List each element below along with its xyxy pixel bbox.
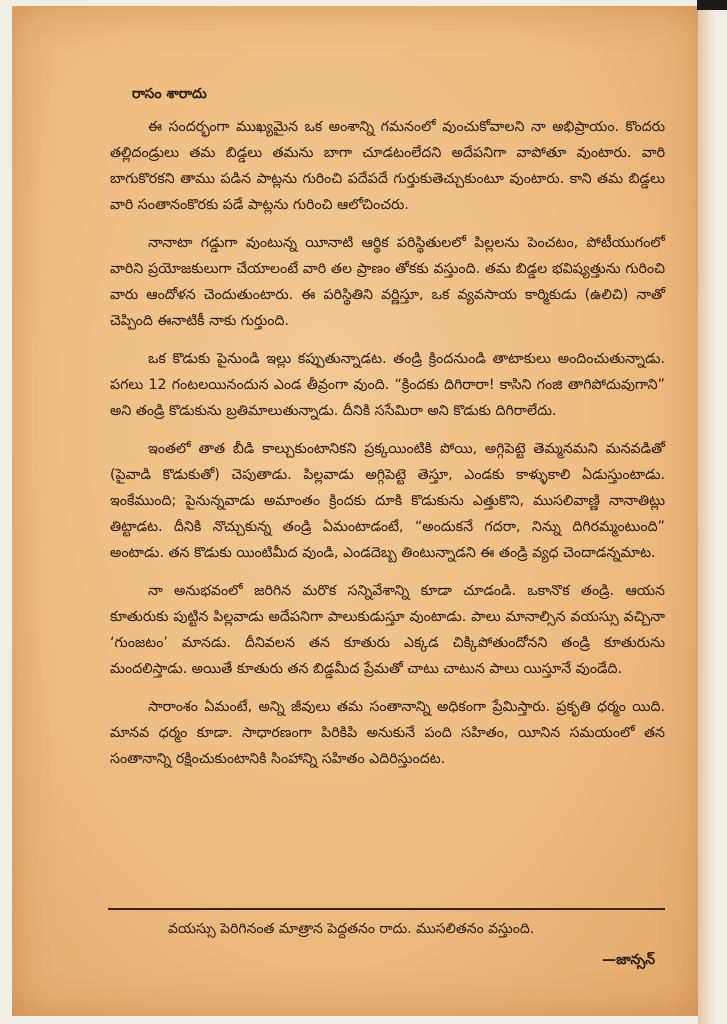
quote-author: —జాన్సన్ [602,952,655,968]
paragraph-6: సారాంశం ఏమంటే, అన్ని జీవులు తమ సంతానాన్ని అధికంగా ప్రేమిస్తారు. ప్రకృతి ధర్మం యిది. మానవ ధర్మం కూడా. సాధారణంగా పిరికిపి అనుకునే పంది సహితం, యీనిన సమయంలో తన సంతానాన్ని రక్షించుకుంటానికి సింహాన్ని సహితం ఎదిరిస్తుందట. [110,699,665,767]
paragraph-1: ఈ సందర్భంగా ముఖ్యమైన ఒక అంశాన్ని గమనంలో వుంచుకోవాలని నా అభిప్రాయం. కొందరు తల్లిదండ్రులు తమ బిడ్డలు తమను బాగా చూడటంలేదని అదేపనిగా వాపోతూ వుంటారు. వారి బాగుకొరకని తాము పడిన పాట్లను గురించి పదేపదే గుర్తుకుతెచ్చుకుంటూ వుంటారు. కాని తమ బిడ్డలు వారి సంతానంకొరకు పడే పాట్లను గురించి ఆలోచించరు. [110,119,665,213]
paragraph-4: ఇంతలో తాత బీడి కాల్చుకుంటానికని ప్రక్కయింటికి పోయి, అగ్గిపెట్టె తెమ్మనమని మనవడితో (పైవాడి కొడుకుతో) చెపుతాడు. పిల్లవాడు అగ్గిపెట్టె తెస్తూ, ఎండకు కాళ్ళుకాలి ఏడుస్తుంటాడు. ఇంకేముంది; పైనున్నవాడు అమాంతం క్రిందకు దూకి కొడుకును ఎత్తుకొని, ముసలివాణ్ణి నానాతిట్లు తిట్టాడట. దీనికి నొచ్చుకున్న తండ్రి ఏమంటాడంటే, “అందుకనే గదరా, నిన్ను దిగిరమ్మంటుంది” అంటాడు. తన కొడుకు యింటిమీద వుండి, ఎండదెబ్బ తింటున్నాడని ఈ తండ్రి వ్యధ చెందాడన్నమాట. [110,441,665,561]
divider-line [108,908,665,910]
paragraph-5: నా అనుభవంలో జరిగిన మరొక సన్నివేశాన్ని కూడా చూడండి. ఒకానొక తండ్రి. ఆయన కూతురుకు పుట్టిన పిల్లవాడు అదేపనిగా పాలుకుడుస్తూ వుంటాడు. పాలు మానాల్సిన వయస్సు వచ్చినా ‘గుంజటం’ మానడు. దీనివలన తన కూతురు ఎక్కడ చిక్కిపోతుందోనని తండ్రి కూతురును మందలిస్తాడు. అయితే కూతురు తన బిడ్డమీద ప్రేమతో చాటు చాటున పాలు యిస్తూనే వుండేది. [110,583,665,677]
paragraph-2: నానాటా గడ్డుగా వుంటున్న యీనాటి ఆర్థిక పరిస్థితులలో పిల్లలను పెంచటం, పోటీయుగంలో వారిని ప్రయోజకులుగా చేయాలంటే వారి తల ప్రాణం తోకకు వస్తుంది. తమ బిడ్డల భవిష్యత్తును గురించి వారు ఆందోళన చెందుతుంటారు. ఈ పరిస్థితిని వర్ణిస్తూ, ఒక వ్యవసాయ కార్మికుడు (ఉలిచి) నాతో చెప్పింది ఈనాటికీ నాకు గుర్తుంది. [110,235,665,329]
section-heading: రాసం శారాదు [132,86,207,102]
article-body [110,114,665,784]
paragraph-3: ఒక కొడుకు పైనుండి ఇల్లు కప్పుతున్నాడట. తండ్రి క్రిందనుండి తాటాకులు అందించుతున్నాడు. పగలు 12 గంటలయినందున ఎండ తీవ్రంగా వుంది. “క్రిందకు దిగిరారా! కాసిని గంజి తాగిపోదువుగాని” అని తండ్రి కొడుకును బ్రతిమాలుతున్నాడు. దీనికి ససేమిరా అని కొడుకు దిగిరాలేదు. [110,351,665,419]
quote-text: వయస్సు పెరిగినంత మాత్రాన పెద్దతనం రాదు. ముసలితనం వస్తుంది. [168,921,535,937]
corner-mark [697,0,727,10]
page-edge [698,0,714,1024]
